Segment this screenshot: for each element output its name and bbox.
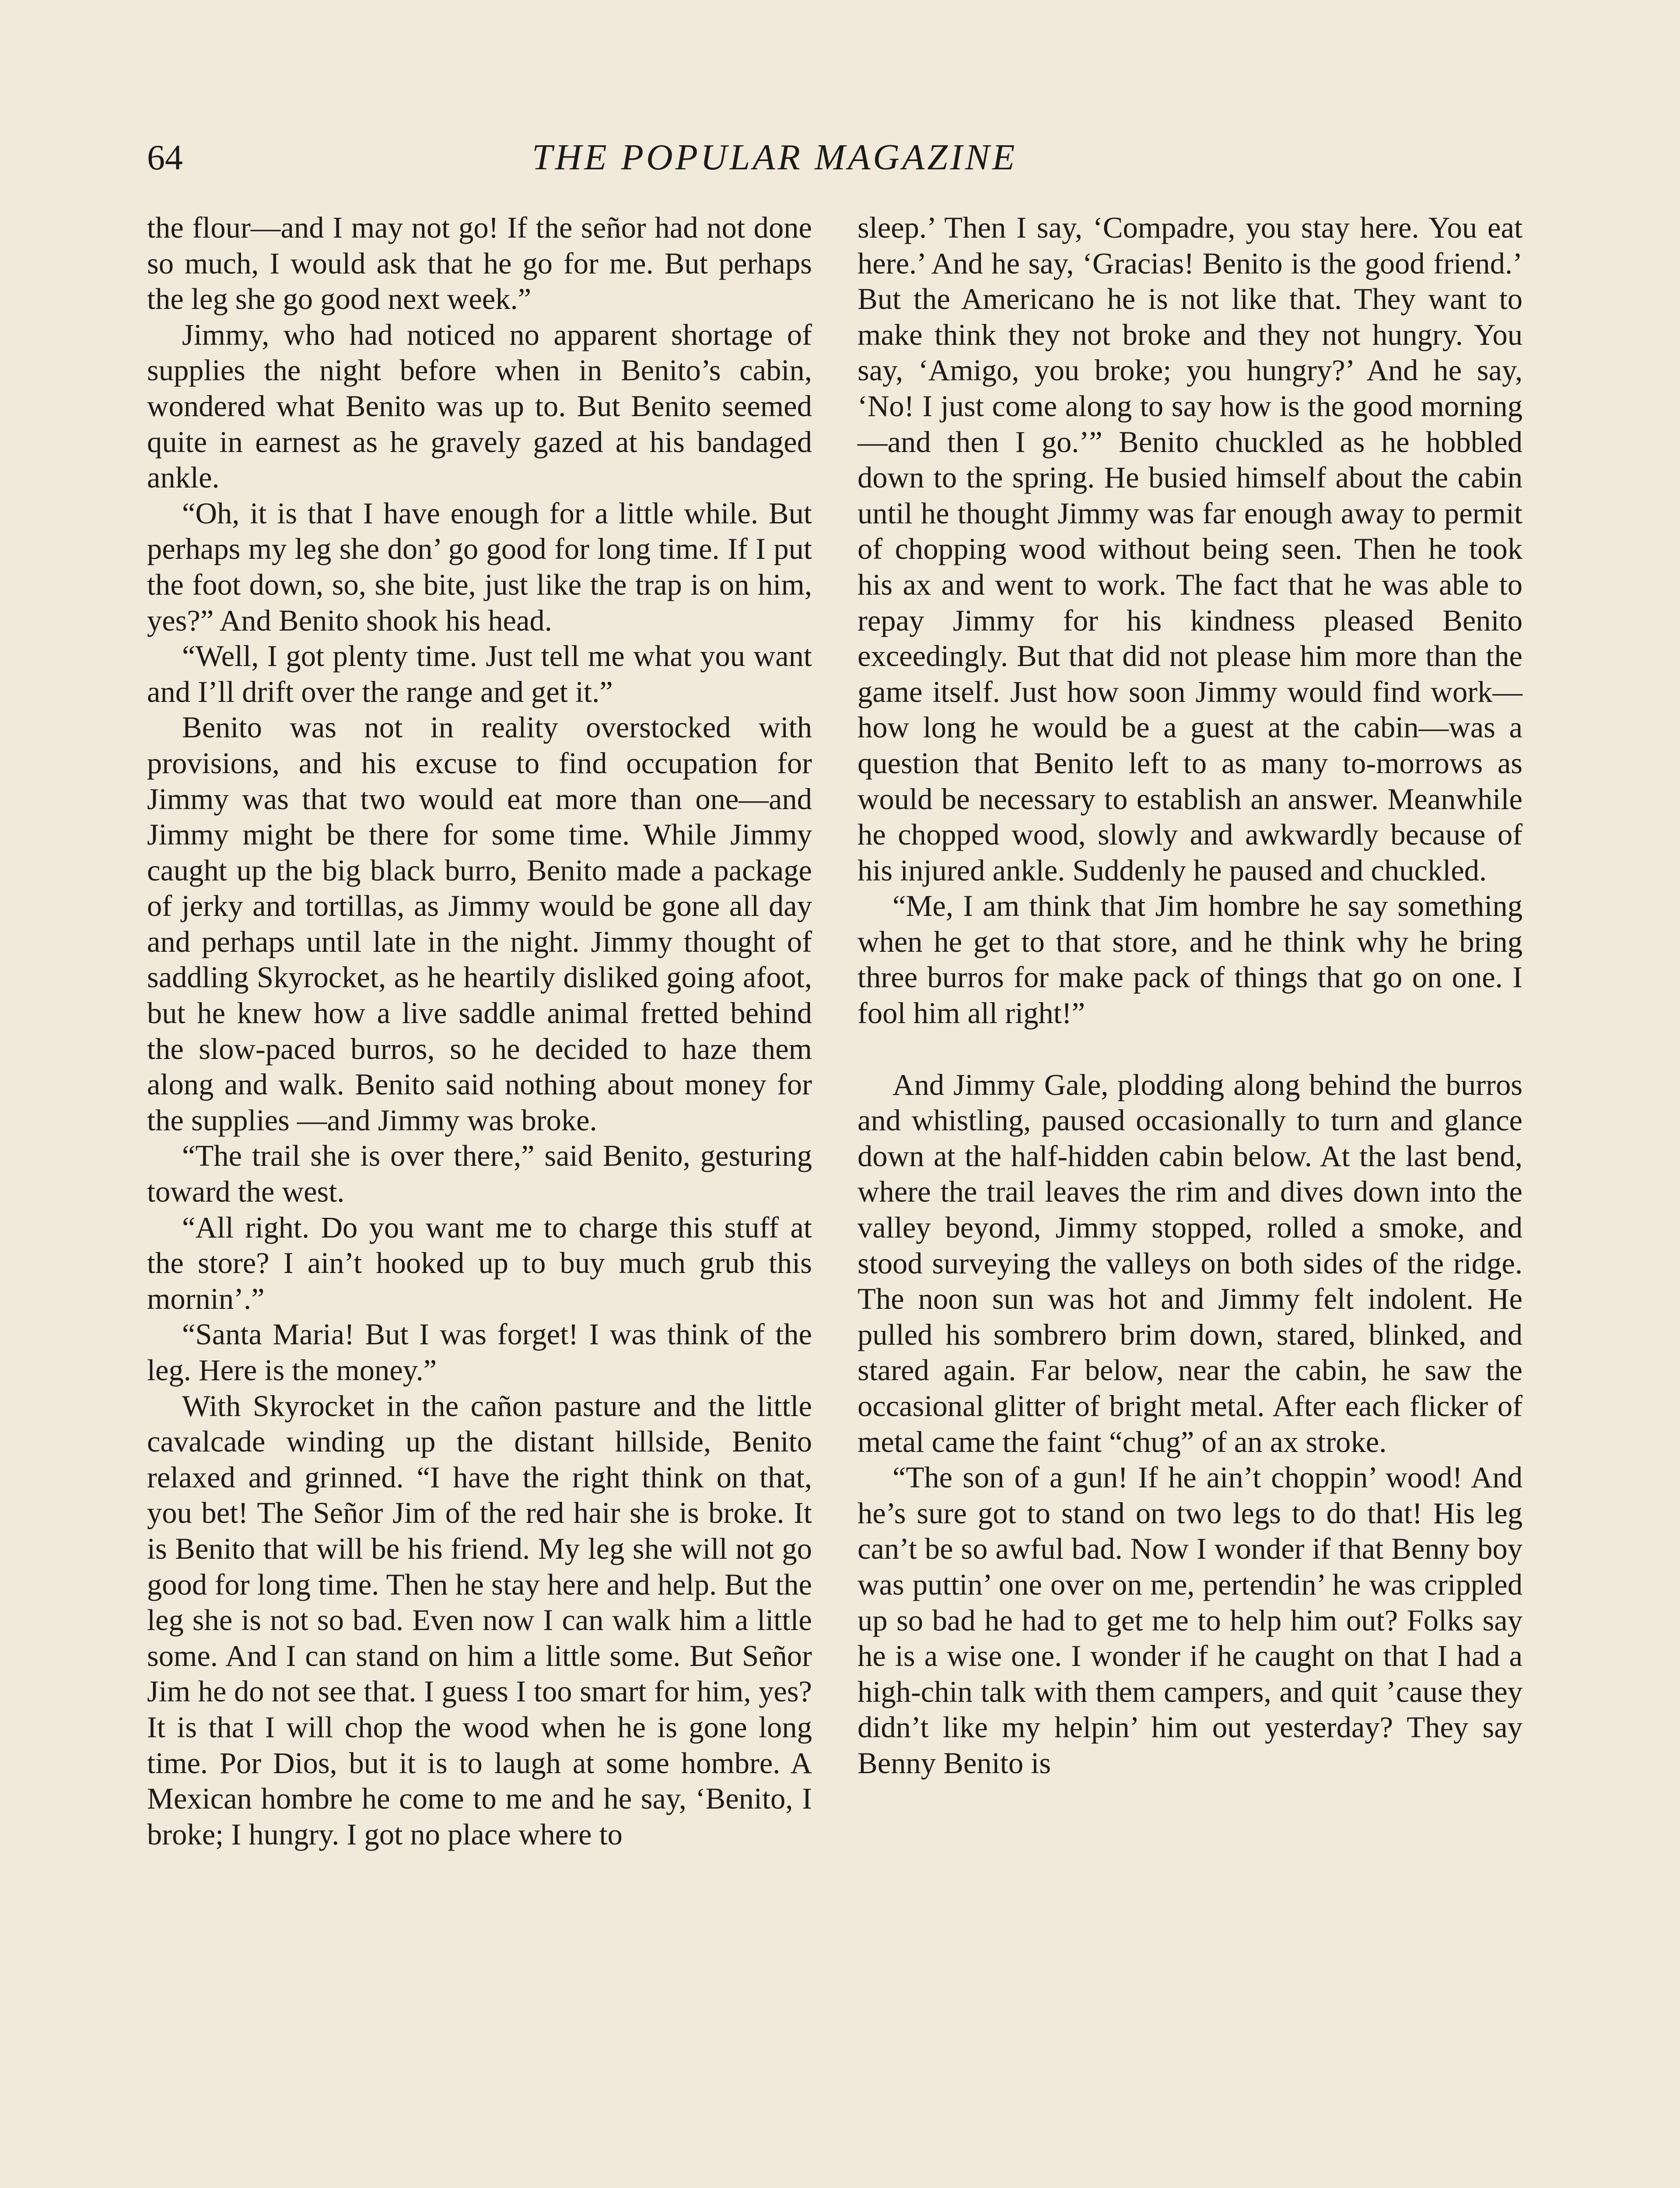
left-column — [147, 210, 812, 1852]
paragraph: “Well, I got plenty time. Just tell me what you want and I’ll drift over the range and get it.” — [147, 639, 812, 708]
paragraph: “Me, I am think that Jim hombre he say something when he get to that store, and he think why he bring three burros for make pack of things that go on one. I fool him all right!” — [858, 889, 1522, 1030]
running-title: THE POPULAR MAGAZINE — [532, 137, 1018, 178]
paragraph: “All right. Do you want me to charge this stuff at the store? I ain’t hooked up to buy much grub this mornin’.” — [147, 1210, 812, 1315]
page-header — [147, 136, 1528, 179]
right-column — [858, 210, 1522, 1781]
paragraph: With Skyrocket in the cañon pasture and the little cavalcade winding up the distant hillside, Benito relaxed and grinned. “I have the right think on that, you bet! The Señor Jim of the red hair she is broke. It is Benito that will be his friend. My leg she will not go good for long time. Then he stay here and help. But the leg she is not so bad. Even now I can walk him a little some. And I can stand on him a little some. But Señor Jim he do not see that. I guess I too smart for him, yes? It is that I will chop the wood when he is gone long time. Por Dios, but it is to laugh at some hombre. A Mexican hombre he come to me and he say, ‘Benito, I broke; I hungry. I got no place where to — [147, 1389, 812, 1851]
page-number: 64 — [147, 137, 183, 177]
paragraph: “Santa Maria! But I was forget! I was think of the leg. Here is the money.” — [147, 1318, 812, 1387]
paragraph: Jimmy, who had noticed no apparent shortage of supplies the night before when in Benito’s cabin, wondered what Benito was up to. But Benito seemed quite in earnest as he gravely gazed at his bandaged ankle. — [147, 318, 812, 494]
paragraph: the flour—and I may not go! If the señor had not done so much, I would ask that he go for me. But perhaps the leg she go good next week.” — [147, 211, 812, 316]
paragraph: And Jimmy Gale, plodding along behind the burros and whistling, paused occasionally to turn and glance down at the half-hidden cabin below. At the last bend, where the trail leaves the rim and dives down into the valley beyond, Jimmy stopped, rolled a smoke, and stood surveying the valleys on both sides of the ridge. The noon sun was hot and Jimmy felt indolent. He pulled his sombrero brim down, stared, blinked, and stared again. Far below, near the cabin, he saw the occasional glitter of bright metal. After each flicker of metal came the faint “chug” of an ax stroke. — [858, 1068, 1522, 1459]
paragraph: “The son of a gun! If he ain’t choppin’ wood! And he’s sure got to stand on two legs to do that! His leg can’t be so awful bad. Now I wonder if that Benny boy was puttin’ one over on me, pertendin’ he was crippled up so bad he had to get me to help him out? Folks say he is a wise one. I wonder if he caught on that I had a high-chin talk with them campers, and quit ’cause they didn’t like my helpin’ him out yesterday? They say Benny Benito is — [858, 1461, 1522, 1780]
paragraph: “The trail she is over there,” said Benito, gesturing toward the west. — [147, 1139, 812, 1209]
paragraph: “Oh, it is that I have enough for a little while. But perhaps my leg she don’ go good for long time. If I put the foot down, so, she bite, just like the trap is on him, yes?” And Benito shook his head. — [147, 496, 812, 637]
paragraph: Benito was not in reality overstocked with provisions, and his excuse to find occupation for Jimmy was that two would eat more than one—and Jimmy might be there for some time. While Jimmy caught up the big black burro, Benito made a package of jerky and tortillas, as Jimmy would be gone all day and perhaps until late in the night. Jimmy thought of saddling Skyrocket, as he heartily disliked going afoot, but he knew how a live saddle animal fretted behind the slow-paced burros, so he decided to haze them along and walk. Benito said nothing about money for the supplies —and Jimmy was broke. — [147, 711, 812, 1137]
paragraph: sleep.’ Then I say, ‘Compadre, you stay here. You eat here.’ And he say, ‘Gracias! Benito is the good friend.’ But the Americano he is not like that. They want to make think they not broke and they not hungry. You say, ‘Amigo, you broke; you hungry?’ And he say, ‘No! I just come along to say how is the good morning—and then I go.’” Benito chuckled as he hobbled down to the spring. He busied himself about the cabin until he thought Jimmy was far enough away to permit of chopping wood without being seen. Then he took his ax and went to work. The fact that he was able to repay Jimmy for his kindness pleased Benito exceedingly. But that did not please him more than the game itself. Just how soon Jimmy would find work—how long he would be a guest at the cabin—was a question that Benito left to as many to-morrows as would be necessary to establish an answer. Meanwhile he chopped wood, slowly and awkwardly because of his injured ankle. Suddenly he paused and chuckled. — [858, 211, 1522, 887]
section-break — [858, 1031, 1522, 1067]
